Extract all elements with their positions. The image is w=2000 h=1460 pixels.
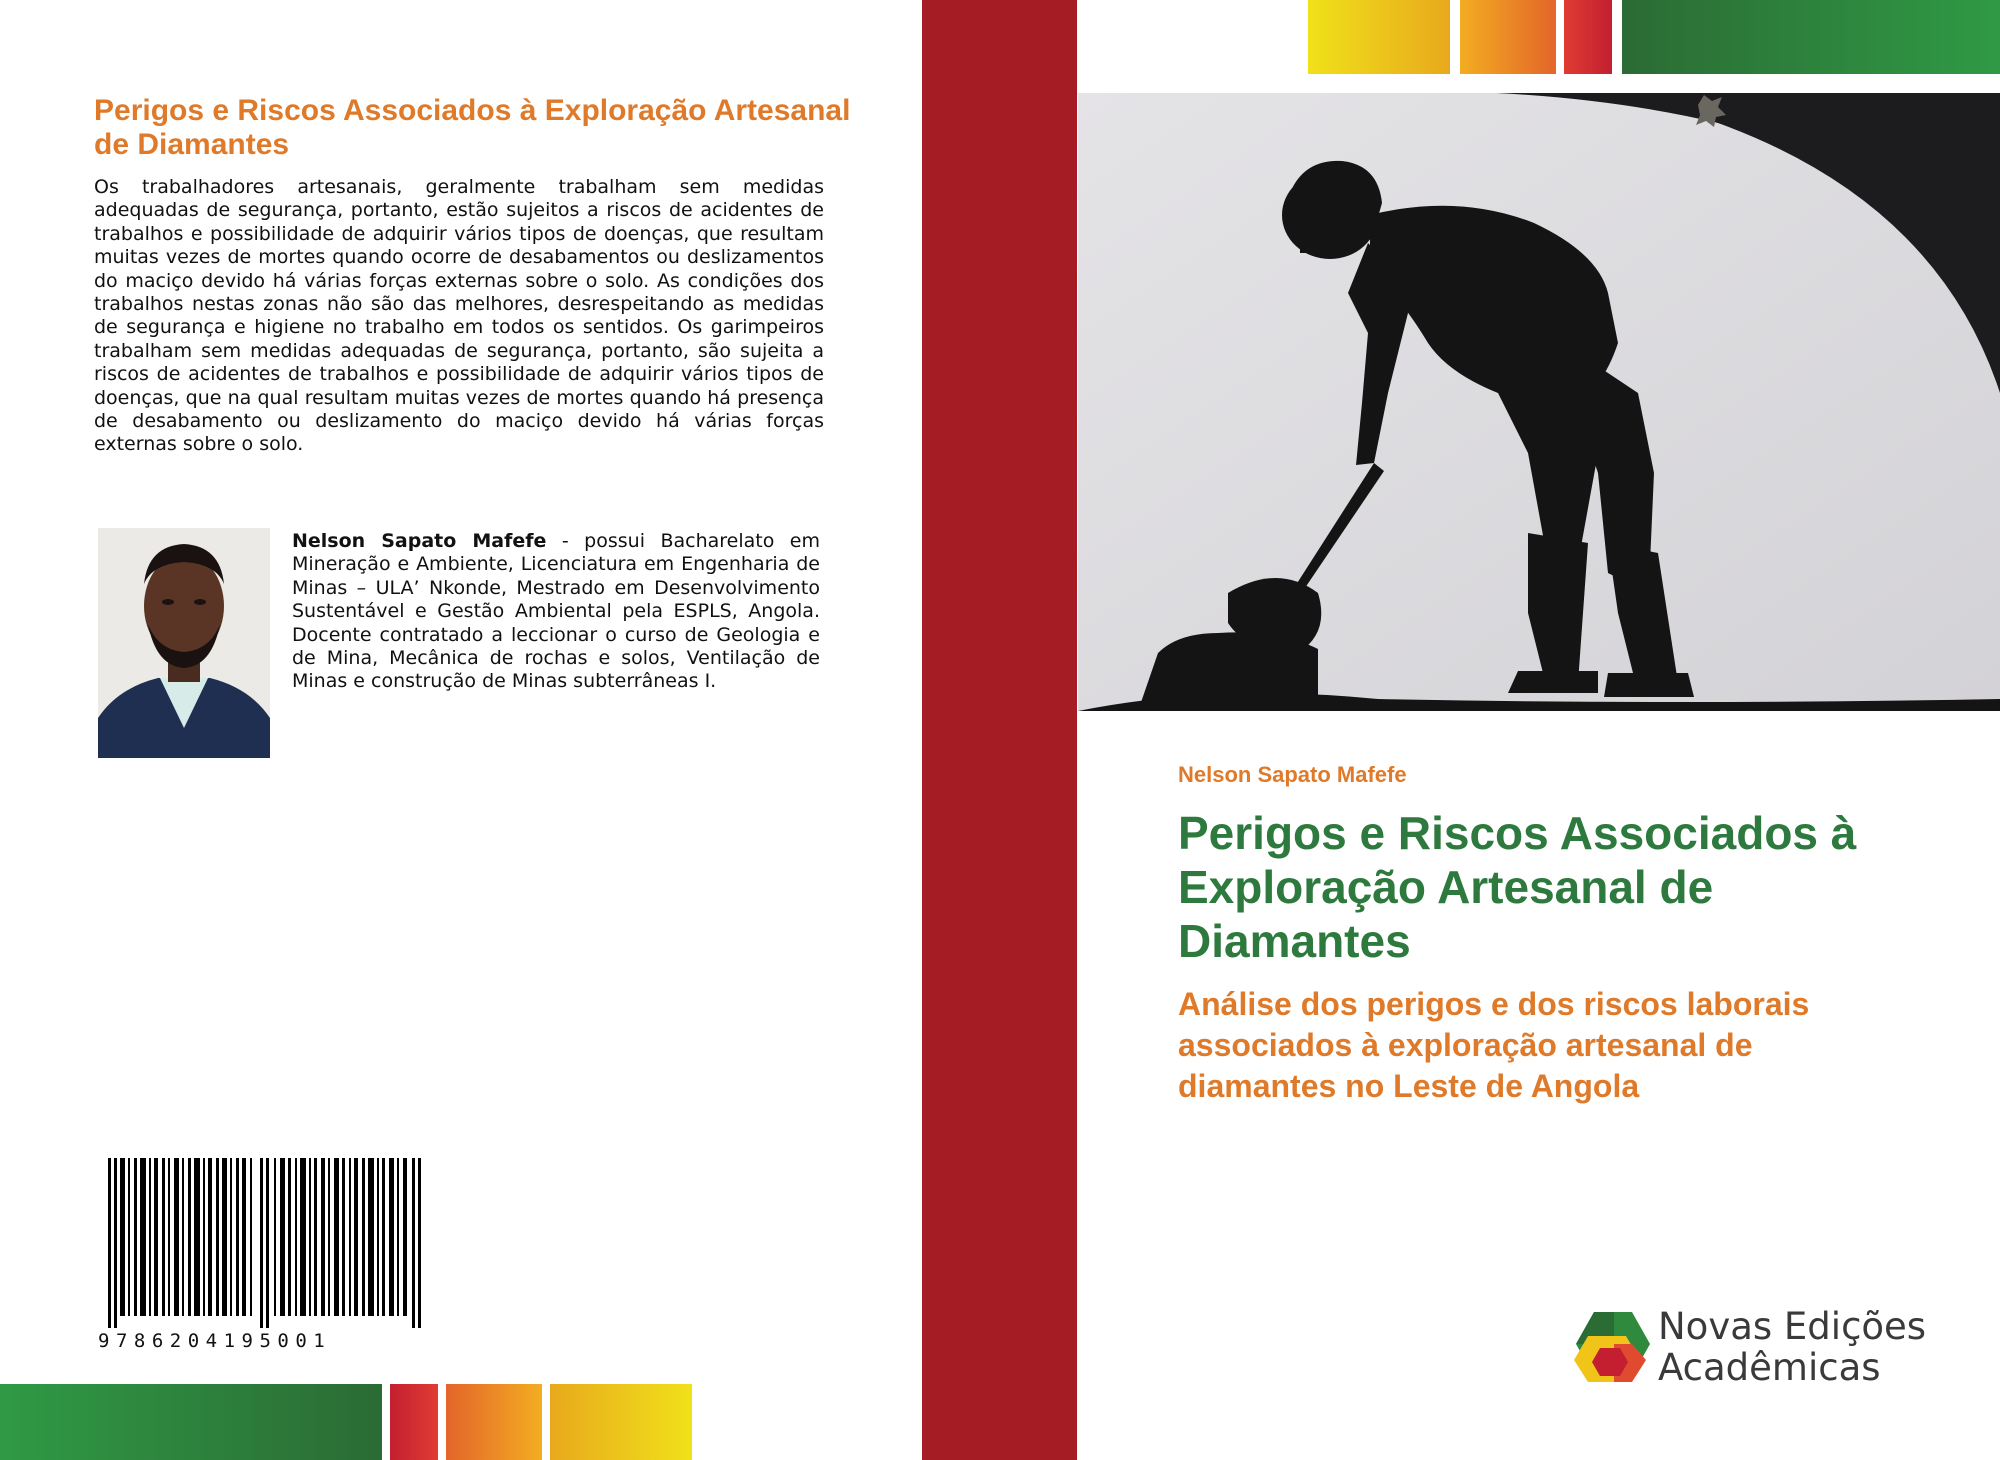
top-color-bar: [1300, 0, 2000, 76]
front-cover-subtitle: Análise dos perigos e dos riscos laborais associados à exploração artesanal de diamantes no Leste de Angola: [1178, 986, 1810, 1104]
isbn-number: 9786204195001: [98, 1330, 332, 1352]
publisher-name-line2: Acadêmicas: [1658, 1346, 1881, 1389]
author-photo: [98, 528, 270, 758]
author-bio-text: - possui Bacharelato em Mineração e Ambiente, Licenciatura em Engenharia de Minas – ULA’ Nkonde, Mestrado em Desenvolvimento Sustentável e Gestão Ambiental pela ESPLS, Angola. Docente contratado a leccionar o curso de Geologia e de Mina, Mecânica de rochas e solos, Ventilação de Minas e construção de Minas subterrâneas I.: [292, 530, 820, 693]
publisher-logo-icon: [1574, 1310, 1652, 1384]
publisher-name: [1658, 1306, 1926, 1388]
back-cover-title: Perigos e Riscos Associados à Exploração Artesanal de Diamantes: [94, 94, 851, 161]
barcode: [108, 1158, 428, 1328]
bottom-color-bar: [0, 1384, 700, 1460]
book-spine: [922, 0, 1077, 1460]
back-cover-blurb: Os trabalhadores artesanais, geralmente trabalham sem medidas adequadas de segurança, portanto, estão sujeitos a riscos de acidentes de trabalhos e possibilidade de adquirir vários tipos de doenças, que resultam muitas vezes de mortes quando ocorre de desabamentos ou deslizamentos do maciço devido há várias forças externas sobre o solo. As condições dos trabalhos nestas zonas não são das melhores, desrespeitando as medidas de segurança e higiene no trabalho em todos os sentidos. Os garimpeiros trabalham sem medidas adequadas de segurança, portanto, são sujeita a riscos de acidentes de trabalhos e possibilidade de adquirir vários tipos de doenças, que na qual resultam muitas vezes de mortes quando há presença de desabamento ou deslizamento do maciço devido há várias forças externas sobre o solo.: [94, 176, 824, 456]
author-bio: [292, 530, 820, 694]
publisher-name-line1: Novas Edições: [1658, 1305, 1927, 1348]
front-cover-author: Nelson Sapato Mafefe: [1178, 762, 1407, 787]
miner-silhouette: [1078, 93, 2000, 711]
author-bio-name: Nelson Sapato Mafefe: [292, 530, 547, 552]
front-cover-title: Perigos e Riscos Associados à Exploração Artesanal de Diamantes: [1178, 807, 1857, 967]
